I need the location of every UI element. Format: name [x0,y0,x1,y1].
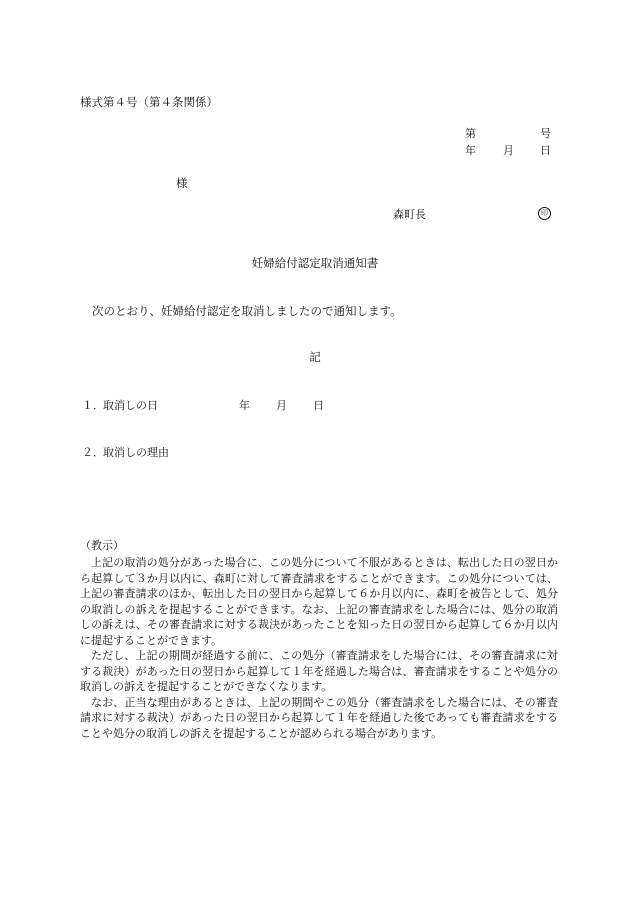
item-label-cancel-reason: 取消しの理由 [103,446,169,459]
notice-paragraph: ただし、上記の期間が経過する前に、この処分（審査請求をした場合には、その審査請求に対する裁決）があった日の翌日から起算して１年を経過した場合は、審査請求をすることや処分の取消しの訴えを提起することができなくなります。 [80,649,558,693]
document-number-prefix: 第 [465,127,476,140]
cancel-date-year-label: 年 [239,399,250,412]
notice-paragraph: なお、正当な理由があるときは、上記の期間やこの処分（審査請求をした場合には、その審査請求に対する裁決）があった日の翌日から起算して１年を経過した後であっても審査請求をすることや処分の取消しの訴えを提起することが認められる場合があります。 [80,695,558,740]
item-number: ２． [82,446,104,459]
item-number: １． [82,399,104,412]
date-year-label: 年 [465,144,476,157]
addressee-suffix: 様 [176,176,188,190]
cancel-date-month-label: 月 [276,399,287,412]
issuer-name: 森町長 [393,208,426,221]
cancel-date-day-label: 日 [313,399,324,412]
date-month-label: 月 [503,144,514,157]
date-day-label: 日 [540,144,551,157]
notice-body [80,555,558,741]
form-label: 様式第４号（第４条関係） [80,95,218,109]
item-label-cancel-date: 取消しの日 [103,399,158,412]
intro-text: 次のとおり、妊婦給付認定を取消しましたので通知します。 [92,304,402,318]
ki-heading: 記 [309,350,321,364]
document-number-suffix: 号 [540,127,551,140]
notice-heading: （教示） [80,539,124,552]
document-title: 妊婦給付認定取消通知書 [251,256,379,270]
notice-paragraph: 上記の取消の処分があった場合に、この処分について不服があるときは、転出した日の翌日から起算して３か月以内に、森町に対して審査請求をすることができます。この処分については、上記の審査請求のほか、転出した日の翌日から起算して６か月以内に、森町を被告として、処分の取消しの訴えを提起することができます。なお、上記の審査請求をした場合には、処分の取消しの訴えは、その審査請求に対する裁決があったことを知った日の翌日から起算して６か月以内に提起することができます。 [80,556,558,647]
seal-icon: 印 [538,207,551,220]
